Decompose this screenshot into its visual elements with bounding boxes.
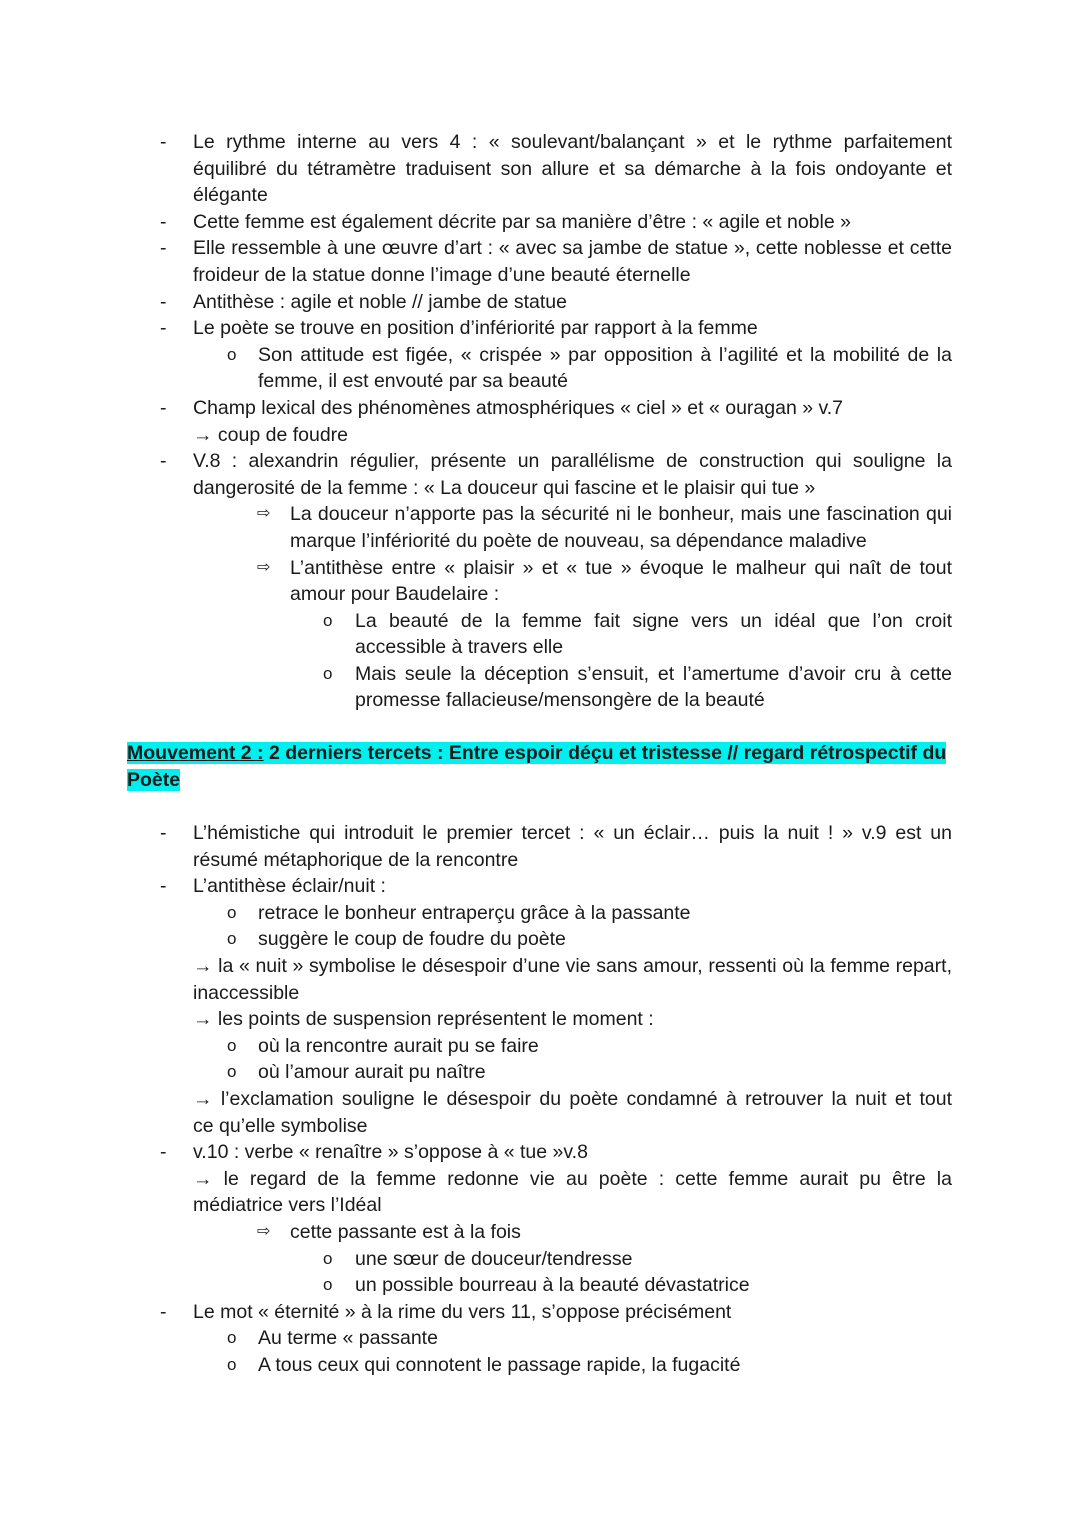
line-text: où l’amour aurait pu naître [258,1061,486,1084]
line-text: marque l’infériorité du poète de nouveau, sa dépendance maladive [290,529,867,552]
text-line [0,262,1080,289]
line-text: V.8 : alexandrin régulier, présente un parallélisme de construction qui souligne la [193,450,952,473]
text-line [0,182,1080,209]
line-text: Antithèse : agile et noble // jambe de statue [193,290,567,313]
text-line [0,129,1080,156]
text-line [0,926,1080,953]
circle-bullet: o [227,344,237,364]
dash-bullet: - [160,237,167,260]
dash-bullet: - [160,396,167,419]
text-line [0,608,1080,635]
text-line [0,1299,1080,1326]
text-line [0,900,1080,927]
heading-title-continuation: Poète [127,768,181,791]
text-line [0,1246,1080,1273]
line-text: Le rythme interne au vers 4 : « soulevant/balançant » et le rythme parfaitement [193,131,952,153]
line-text: L’antithèse éclair/nuit : [193,875,386,898]
dash-bullet: - [160,131,167,153]
text-line [0,1272,1080,1299]
line-text: Champ lexical des phénomènes atmosphériques « ciel » et « ouragan » v.7 [193,396,844,419]
line-text: élégante [193,184,268,207]
circle-bullet: o [227,902,237,922]
text-line [0,395,1080,422]
text-line [0,235,1080,262]
text-line [0,1325,1080,1352]
line-text: dangerosité de la femme : « La douceur qui fascine et le plaisir qui tue » [193,476,816,499]
line-text: un possible bourreau à la beauté dévastatrice [355,1274,750,1297]
text-line [0,342,1080,369]
text-line [0,953,1080,980]
line-text: amour pour Baudelaire : [290,583,500,606]
line-text: retrace le bonheur entraperçu grâce à la passante [258,901,691,924]
circle-bullet: o [323,1275,333,1295]
dash-bullet: - [160,450,167,473]
first-movement-notes [0,129,1080,714]
dash-bullet: - [160,317,167,340]
dash-bullet: - [160,290,167,313]
text-line [0,687,1080,714]
text-line [0,1139,1080,1166]
arrow-bullet-icon: ⇨ [257,558,271,576]
dash-bullet: - [160,210,167,233]
text-line [0,581,1080,608]
circle-bullet: o [227,1062,237,1082]
line-text: Le poète se trouve en position d’infériorité par rapport à la femme [193,317,758,340]
line-text: femme, il est envouté par sa beauté [258,370,569,393]
text-line [0,1006,1080,1033]
arrow-bullet-icon: ⇨ [257,505,271,523]
heading-title: 2 derniers tercets : Entre espoir déçu et tristesse // regard rétrospectif du [263,742,947,764]
line-text: La beauté de la femme fait signe vers un idéal que l’on croit [355,609,952,632]
text-line [0,555,1080,582]
second-movement-notes [0,820,1080,1378]
text-line [0,156,1080,183]
line-text: une sœur de douceur/tendresse [355,1247,633,1270]
line-text: résumé métaphorique de la rencontre [193,848,519,871]
text-line [0,1113,1080,1140]
line-text: L’antithèse entre « plaisir » et « tue » évoque le malheur qui naît de tout [290,556,952,579]
arrow-bullet-icon: ⇨ [257,1222,271,1240]
line-text: Mais seule la déception s’ensuit, et l’amertume d’avoir cru à cette [355,662,952,685]
line-text: Elle ressemble à une œuvre d’art : « avec sa jambe de statue », cette noblesse et cette [193,237,952,260]
dash-bullet: - [160,1141,167,1164]
line-text: médiatrice vers l’Idéal [193,1194,382,1217]
text-line [0,448,1080,475]
line-text: Son attitude est figée, « crispée » par opposition à l’agilité et la mobilité de la [258,343,952,366]
line-text: → le regard de la femme redonne vie au poète : cette femme aurait pu être la [193,1167,952,1190]
line-text: Cette femme est également décrite par sa manière d’être : « agile et noble » [193,210,851,233]
text-line [0,1352,1080,1379]
line-text: → la « nuit » symbolise le désespoir d’une vie sans amour, ressenti où la femme repart, [193,954,952,977]
dash-bullet: - [160,875,167,898]
circle-bullet: o [323,1248,333,1268]
dash-bullet: - [160,1300,167,1323]
line-text: où la rencontre aurait pu se faire [258,1034,539,1057]
text-line [0,1219,1080,1246]
text-line [0,209,1080,236]
text-line [0,661,1080,688]
text-line [0,289,1080,316]
text-line [0,315,1080,342]
line-text: Au terme « passante [258,1327,438,1350]
line-text: accessible à travers elle [355,636,564,659]
circle-bullet: o [227,929,237,949]
line-text: ce qu’elle symbolise [193,1114,368,1137]
circle-bullet: o [227,1328,237,1348]
text-line [0,1059,1080,1086]
line-text: A tous ceux qui connotent le passage rapide, la fugacité [258,1353,741,1376]
text-line [0,820,1080,847]
line-text: équilibré du tétramètre traduisent son allure et sa démarche à la fois ondoyante et [193,157,952,180]
text-line [0,847,1080,874]
circle-bullet: o [227,1354,237,1374]
line-text: L’hémistiche qui introduit le premier tercet : « un éclair… puis la nuit ! » v.9 est un [193,822,952,844]
text-line [0,422,1080,449]
dash-bullet: - [160,822,167,844]
text-line [0,1166,1080,1193]
text-line [0,1033,1080,1060]
line-text: promesse fallacieuse/mensongère de la beauté [355,689,765,712]
text-line [0,873,1080,900]
circle-bullet: o [323,663,333,683]
line-text: froideur de la statue donne l’image d’une beauté éternelle [193,263,691,286]
text-line [0,501,1080,528]
section-heading [127,740,953,793]
line-text: La douceur n’apporte pas la sécurité ni le bonheur, mais une fascination qui [290,503,952,526]
circle-bullet: o [323,610,333,630]
heading-label: Mouvement 2 : [127,742,264,764]
line-text: → les points de suspension représentent le moment : [193,1008,654,1031]
circle-bullet: o [227,1035,237,1055]
line-text: v.10 : verbe « renaître » s’oppose à « tue »v.8 [193,1141,588,1164]
line-text: → l’exclamation souligne le désespoir du poète condamné à retrouver la nuit et tout [193,1087,952,1110]
text-line [0,634,1080,661]
line-text: suggère le coup de foudre du poète [258,928,566,951]
text-line [0,1086,1080,1113]
line-text: Le mot « éternité » à la rime du vers 11, s’oppose précisément [193,1300,732,1323]
text-line [0,980,1080,1007]
line-text: cette passante est à la fois [290,1220,521,1243]
text-line [0,1192,1080,1219]
line-text: inaccessible [193,981,300,1004]
text-line [0,528,1080,555]
text-line [0,475,1080,502]
line-text: → coup de foudre [193,423,349,446]
text-line [0,368,1080,395]
